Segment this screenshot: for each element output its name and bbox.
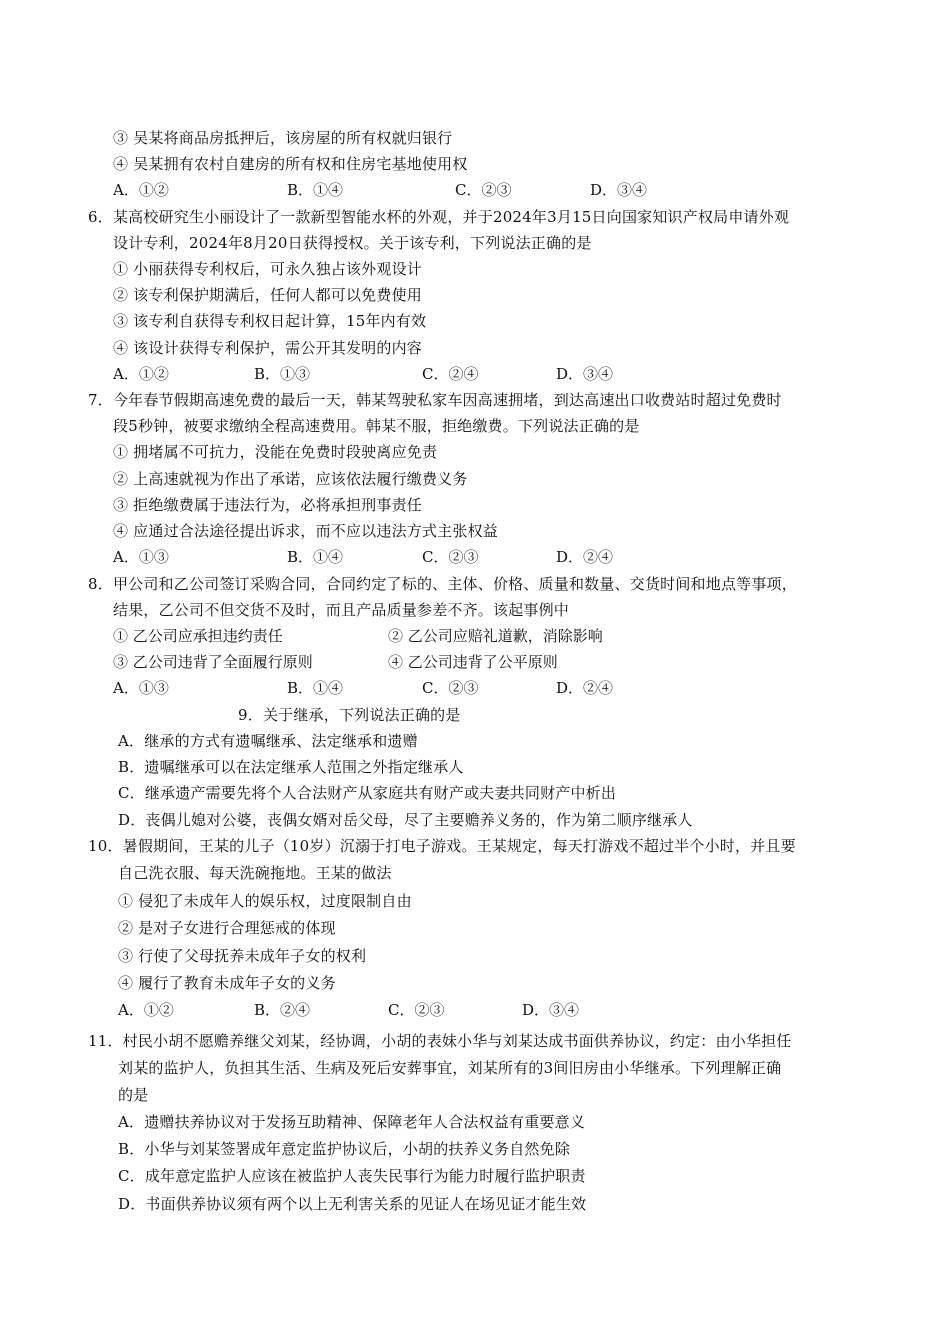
q5-option-a: A．①②	[113, 181, 169, 199]
q10-option-c: C．②③	[388, 1001, 445, 1019]
q10-item-1: ① 侵犯了未成年人的娱乐权，过度限制自由	[118, 892, 412, 910]
q10-item-3: ③ 行使了父母抚养未成年子女的权利	[118, 947, 367, 965]
q7-option-d: D．②④	[556, 548, 614, 566]
q6-option-b: B．①③	[254, 365, 311, 383]
q10-option-b: B．②④	[254, 1001, 311, 1019]
q5-item-3: ③ 吴某将商品房抵押后，该房屋的所有权就归银行	[113, 129, 453, 147]
q7-item-4: ④ 应通过合法途径提出诉求，而不应以违法方式主张权益	[113, 522, 498, 540]
q6-item-1: ① 小丽获得专利权后，可永久独占该外观设计	[113, 260, 422, 278]
q5-option-b: B．①④	[287, 181, 344, 199]
q10-stem-line-1: 10．暑假期间，王某的儿子（10岁）沉溺于打电子游戏。王某规定，每天打游戏不超过半个小时，并且要	[88, 837, 796, 855]
q5-item-4: ④ 吴某拥有农村自建房的所有权和住房宅基地使用权	[113, 155, 468, 173]
q6-item-4: ④ 该设计获得专利保护，需公开其发明的内容	[113, 339, 422, 357]
q10-item-2: ② 是对子女进行合理惩戒的体现	[118, 919, 336, 937]
q7-option-b: B．①④	[287, 548, 344, 566]
q6-item-2: ② 该专利保护期满后，任何人都可以免费使用	[113, 286, 422, 304]
q6-option-c: C．②④	[422, 365, 479, 383]
q9-stem: 9．关于继承，下列说法正确的是	[238, 706, 461, 724]
q7-stem-line-1: 7．今年春节假期高速免费的最后一天，韩某驾驶私家车因高速拥堵，到达高速出口收费站时超过免费时	[88, 391, 782, 409]
q9-choice-c: C．继承遗产需要先将个人合法财产从家庭共有财产或夫妻共同财产中析出	[118, 784, 617, 802]
q9-choice-a: A．继承的方式有遗嘱继承、法定继承和遗赠	[118, 732, 418, 750]
q10-stem-line-2: 自己洗衣服、每天洗碗拖地。王某的做法	[118, 864, 392, 882]
q8-stem-line-2: 结果，乙公司不但交货不及时，而且产品质量参差不齐。该起事例中	[113, 601, 570, 619]
q10-option-a: A．①②	[118, 1001, 174, 1019]
q8-item-2: ② 乙公司应赔礼道歉，消除影响	[388, 627, 603, 645]
q6-option-a: A．①②	[113, 365, 169, 383]
q5-option-d: D．③④	[590, 181, 648, 199]
q6-stem-line-2: 设计专利，2024年8月20日获得授权。关于该专利，下列说法正确的是	[113, 234, 592, 252]
q6-item-3: ③ 该专利自获得专利权日起计算，15年内有效	[113, 312, 427, 330]
q9-choice-b: B．遗嘱继承可以在法定继承人范围之外指定继承人	[118, 758, 464, 776]
q11-choice-c: C．成年意定监护人应该在被监护人丧失民事行为能力时履行监护职责	[118, 1167, 586, 1185]
q8-option-a: A．①③	[113, 679, 169, 697]
q10-option-d: D．③④	[522, 1001, 580, 1019]
q11-stem-line-3: 的是	[118, 1086, 149, 1104]
q11-choice-d: D．书面供养协议须有两个以上无利害关系的见证人在场见证才能生效	[118, 1195, 587, 1213]
q8-option-c: C．②③	[422, 679, 479, 697]
q6-option-d: D．③④	[556, 365, 614, 383]
q5-option-c: C．②③	[455, 181, 512, 199]
q7-item-2: ② 上高速就视为作出了承诺，应该依法履行缴费义务	[113, 470, 468, 488]
q8-item-3: ③ 乙公司违背了全面履行原则	[113, 653, 313, 671]
q7-item-1: ① 拥堵属不可抗力，没能在免费时段驶离应免责	[113, 443, 438, 461]
q11-stem-line-2: 刘某的监护人，负担其生活、生病及死后安葬事宜，刘某所有的3间旧房由小华继承。下列理解正确	[118, 1059, 782, 1077]
q11-choice-a: A．遗赠扶养协议对于发扬互助精神、保障老年人合法权益有重要意义	[118, 1113, 586, 1131]
q8-option-d: D．②④	[556, 679, 614, 697]
q10-item-4: ④ 履行了教育未成年子女的义务	[118, 974, 336, 992]
q8-item-4: ④ 乙公司违背了公平原则	[388, 653, 558, 671]
q11-choice-b: B．小华与刘某签署成年意定监护协议后，小胡的扶养义务自然免除	[118, 1140, 571, 1158]
q7-option-c: C．②③	[422, 548, 479, 566]
q11-stem-line-1: 11．村民小胡不愿赡养继父刘某，经协调，小胡的表妹小华与刘某达成书面供养协议，约定：由小华担任	[88, 1032, 792, 1050]
q9-choice-d: D．丧偶儿媳对公婆，丧偶女婿对岳父母，尽了主要赡养义务的，作为第二顺序继承人	[118, 811, 693, 829]
q8-stem-line-1: 8．甲公司和乙公司签订采购合同，合同约定了标的、主体、价格、质量和数量、交货时间和地点等事项，	[88, 575, 797, 593]
q7-stem-line-2: 段5秒钟，被要求缴纳全程高速费用。韩某不服，拒绝缴费。下列说法正确的是	[113, 417, 640, 435]
q7-item-3: ③ 拒绝缴费属于违法行为，必将承担刑事责任	[113, 496, 422, 514]
q7-option-a: A．①③	[113, 548, 169, 566]
q6-stem-line-1: 6．某高校研究生小丽设计了一款新型智能水杯的外观，并于2024年3月15日向国家知识产权局申请外观	[88, 208, 790, 226]
q8-item-1: ① 乙公司应承担违约责任	[113, 627, 283, 645]
q8-option-b: B．①④	[287, 679, 344, 697]
